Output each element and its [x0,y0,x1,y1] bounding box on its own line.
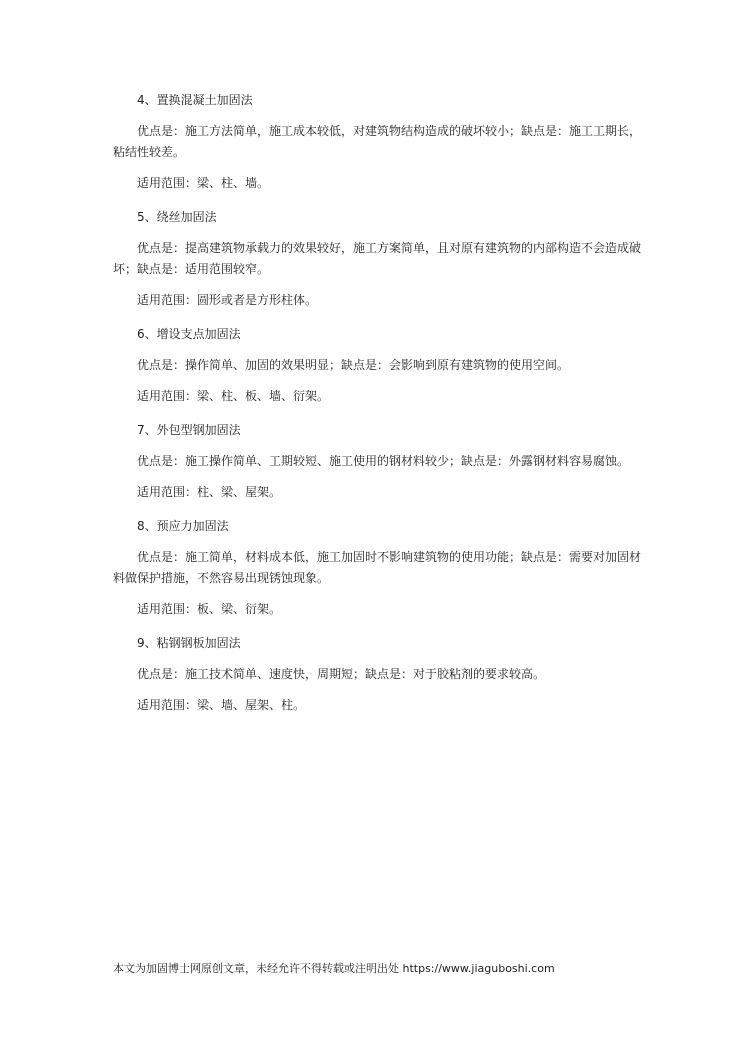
section-pros: 优点是：提高建筑物承载力的效果较好，施工方案简单，且对原有建筑物的内部构造不会造成破坏；缺点是：适用范围较窄。 [113,241,642,276]
footer-copyright-notice: 本文为加固博士网原创文章，未经允许不得转载或注明出处 https://www.jiaguboshi.com [113,962,555,975]
section-heading: 7、外包型钢加固法 [137,423,241,437]
section-heading: 6、增设支点加固法 [137,327,241,341]
section-scope: 适用范围：圆形或者是方形柱体。 [137,293,318,307]
section-heading: 9、粘钢钢板加固法 [137,636,241,650]
section-8 [113,516,641,620]
section-scope: 适用范围：梁、柱、墙。 [137,176,270,190]
section-4 [113,90,641,194]
section-heading: 4、置换混凝土加固法 [137,93,253,107]
document-body [113,90,641,729]
section-scope: 适用范围：板、梁、衍架。 [137,602,282,616]
section-pros: 优点是：施工技术简单、速度快，周期短；缺点是：对于胶粘剂的要求较高。 [137,667,546,681]
section-scope: 适用范围：柱、梁、屋架。 [137,485,282,499]
section-heading: 5、绕丝加固法 [137,210,217,224]
section-heading: 8、预应力加固法 [137,519,229,533]
section-scope: 适用范围：梁、墙、屋架、柱。 [137,698,306,712]
section-scope: 适用范围：梁、柱、板、墙、衍架。 [137,389,330,403]
section-pros: 优点是：施工操作简单、工期较短、施工使用的钢材料较少；缺点是：外露钢材料容易腐蚀。 [137,454,630,468]
section-pros: 优点是：施工方法简单，施工成本较低，对建筑物结构造成的破坏较小；缺点是：施工工期长，粘结性较差。 [113,124,642,159]
section-7 [113,420,641,503]
section-6 [113,324,641,407]
section-9 [113,633,641,716]
section-5 [113,207,641,311]
section-pros: 优点是：施工简单，材料成本低，施工加固时不影响建筑物的使用功能；缺点是：需要对加固材料做保护措施，不然容易出现锈蚀现象。 [113,550,642,585]
section-pros: 优点是：操作简单、加固的效果明显；缺点是：会影响到原有建筑物的使用空间。 [137,358,570,372]
